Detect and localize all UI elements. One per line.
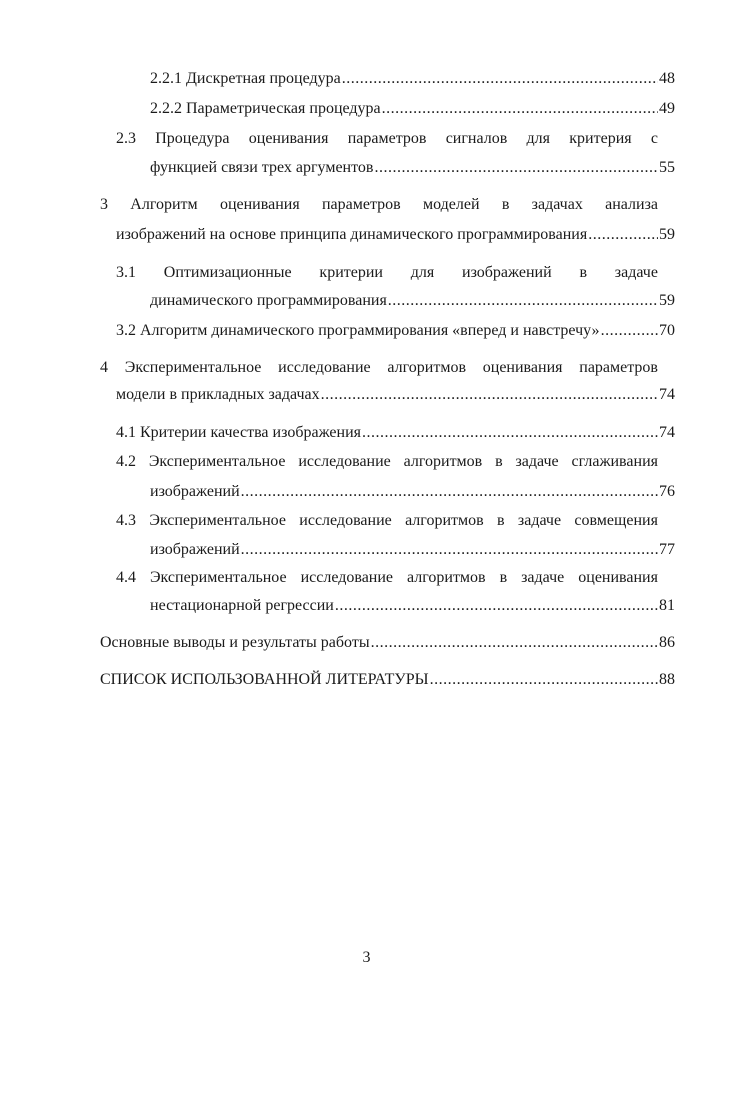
toc-entry-label: 2.2.1 Дискретная процедура	[150, 70, 341, 87]
toc-entry-label: СПИСОК ИСПОЛЬЗОВАННОЙ ЛИТЕРАТУРЫ	[100, 671, 429, 688]
toc-leader-dots	[371, 632, 658, 654]
toc-word: 4.4	[116, 569, 136, 586]
toc-word: алгоритмов	[387, 359, 466, 376]
toc-word: критерия	[569, 130, 632, 147]
toc-word: параметров	[321, 196, 401, 213]
toc-entry-4-4-line1[interactable]	[116, 567, 658, 589]
toc-leader-dots	[601, 320, 658, 342]
toc-leader-dots	[342, 68, 658, 90]
toc-word: критерии	[319, 264, 383, 281]
toc-word: моделей	[422, 196, 480, 213]
toc-entry-page: 55	[659, 159, 675, 176]
toc-word: сигналов	[445, 130, 508, 147]
toc-word: задаче	[517, 512, 562, 529]
toc-entry-label: функцией связи трех аргументов	[150, 159, 374, 176]
toc-word: задаче	[515, 453, 559, 470]
toc-word: 3.1	[116, 264, 136, 281]
toc-entry-page: 70	[659, 322, 675, 339]
toc-leader-dots	[374, 157, 658, 179]
toc-word: 4	[100, 359, 108, 376]
toc-word: исследование	[298, 453, 391, 470]
toc-entry-page: 74	[659, 386, 675, 403]
toc-word: изображений	[462, 264, 552, 281]
toc-word: задачах	[531, 196, 583, 213]
toc-entry-label: нестационарной регрессии	[150, 597, 334, 614]
toc-word: Экспериментальное	[124, 359, 262, 376]
toc-leader-dots	[388, 290, 658, 312]
toc-entry-label: 3.2 Алгоритм динамического программирования «вперед и навстречу»	[116, 322, 600, 339]
toc-entry-label: динамического программирования	[150, 292, 387, 309]
toc-entry-3-2[interactable]	[116, 320, 675, 342]
toc-word: Экспериментальное	[149, 512, 286, 529]
toc-entry-page: 48	[659, 70, 675, 87]
toc-entry-label: модели в прикладных задачах	[116, 386, 320, 403]
toc-word: 3	[100, 196, 108, 213]
toc-entry-2-2-1[interactable]	[150, 68, 675, 90]
toc-leader-dots	[362, 422, 658, 444]
toc-entry-4-3-line2[interactable]	[150, 539, 675, 561]
toc-word: в	[579, 264, 587, 281]
toc-word: 4.2	[116, 453, 136, 470]
toc-word: совмещения	[574, 512, 658, 529]
toc-word: Экспериментальное	[149, 569, 287, 586]
toc-word: для	[526, 130, 551, 147]
toc-word: алгоритмов	[405, 512, 484, 529]
toc-word: оценивания	[482, 359, 563, 376]
toc-leader-dots	[588, 224, 658, 246]
toc-word: параметров	[579, 359, 658, 376]
toc-entry-page: 81	[659, 597, 675, 614]
toc-word: с	[650, 130, 658, 147]
toc-entry-label: изображений	[150, 483, 240, 500]
toc-leader-dots	[430, 669, 658, 691]
toc-entry-label: изображений	[150, 541, 240, 558]
toc-leader-dots	[335, 595, 658, 617]
toc-leader-dots	[382, 98, 658, 120]
toc-entry-references[interactable]	[100, 669, 675, 691]
toc-word: оценивания	[248, 130, 329, 147]
toc-entry-page: 76	[659, 483, 675, 500]
toc-entry-2-3-line1[interactable]	[116, 128, 658, 150]
toc-word: 4.3	[116, 512, 136, 529]
toc-word: Процедура	[155, 130, 230, 147]
toc-entry-page: 77	[659, 541, 675, 558]
toc-word: в	[501, 196, 510, 213]
toc-word: исследование	[299, 512, 392, 529]
toc-entry-3-1-line2[interactable]	[150, 290, 675, 312]
toc-word: параметров	[347, 130, 427, 147]
toc-entry-4-2-line2[interactable]	[150, 481, 675, 503]
toc-entry-page: 49	[659, 100, 675, 117]
toc-entry-2-3-line2[interactable]	[150, 157, 675, 179]
toc-leader-dots	[241, 481, 658, 503]
toc-entry-4-1[interactable]	[116, 422, 675, 444]
toc-word: оценивания	[578, 569, 658, 586]
toc-word: Алгоритм	[130, 196, 198, 213]
toc-entry-2-2-2[interactable]	[150, 98, 675, 120]
toc-entry-4-2-line1[interactable]	[116, 451, 658, 473]
toc-entry-4-4-line2[interactable]	[150, 595, 675, 617]
toc-word: в	[499, 569, 508, 586]
toc-entry-page: 88	[659, 671, 675, 688]
toc-word: для	[410, 264, 435, 281]
toc-leader-dots	[321, 384, 658, 406]
toc-entry-4-line1[interactable]	[100, 357, 658, 379]
toc-word: алгоритмов	[406, 569, 486, 586]
page-number: 3	[362, 949, 371, 966]
toc-entry-label: Основные выводы и результаты работы	[100, 634, 370, 651]
toc-entry-3-line1[interactable]	[100, 194, 658, 216]
toc-word: задаче	[614, 264, 658, 281]
toc-entry-4-3-line1[interactable]	[116, 510, 658, 532]
toc-entry-page: 59	[659, 292, 675, 309]
toc-entry-label: изображений на основе принципа динамического программирования	[116, 226, 588, 243]
toc-word: Оптимизационные	[163, 264, 292, 281]
toc-word: исследование	[278, 359, 371, 376]
toc-entry-4-line2[interactable]	[116, 384, 675, 406]
toc-word: 2.3	[116, 130, 136, 147]
toc-word: исследование	[300, 569, 394, 586]
toc-entry-conclusions[interactable]	[100, 632, 675, 654]
toc-entry-label: 4.1 Критерии качества изображения	[116, 424, 361, 441]
toc-word: Экспериментальное	[148, 453, 286, 470]
toc-entry-3-line2[interactable]	[116, 224, 675, 246]
toc-word: алгоритмов	[403, 453, 483, 470]
toc-word: сглаживания	[571, 453, 658, 470]
toc-entry-page: 74	[659, 424, 675, 441]
toc-word: анализа	[605, 196, 658, 213]
toc-word: в	[495, 453, 503, 470]
toc-word: в	[497, 512, 505, 529]
toc-entry-3-1-line1[interactable]	[116, 262, 658, 284]
toc-entry-page: 86	[659, 634, 675, 651]
toc-entry-page: 59	[659, 226, 675, 243]
toc-word: задаче	[521, 569, 565, 586]
toc-word: оценивания	[219, 196, 300, 213]
toc-entry-label: 2.2.2 Параметрическая процедура	[150, 100, 381, 117]
toc-leader-dots	[241, 539, 658, 561]
